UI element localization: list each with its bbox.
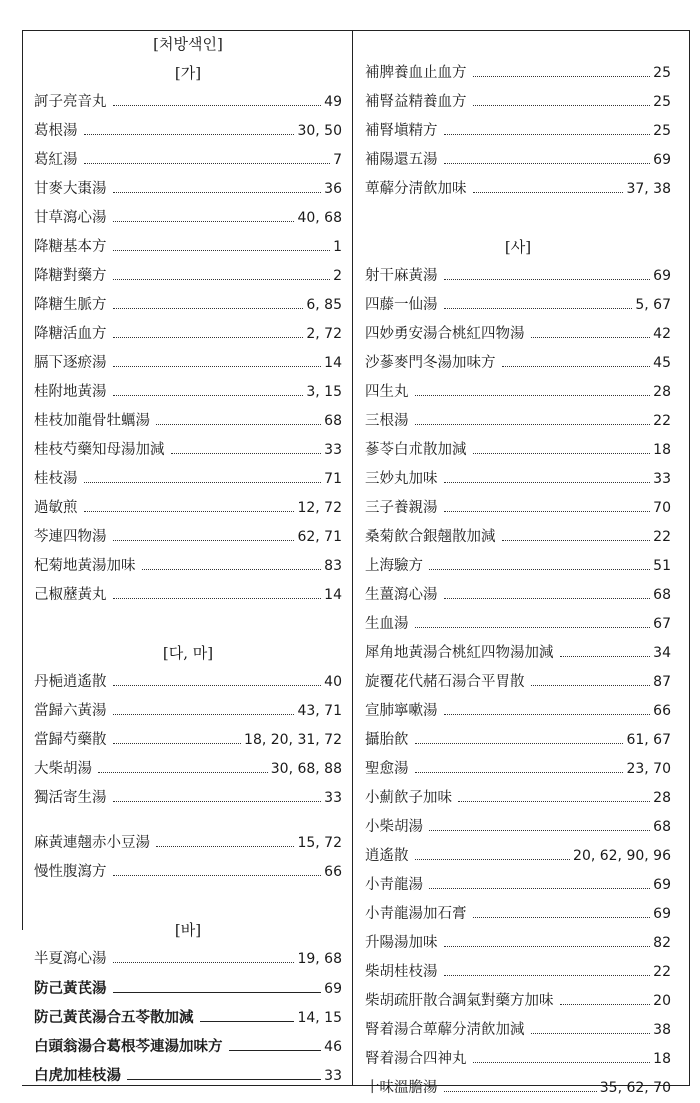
dot-leader (113, 308, 304, 309)
prescription-name: 降糖活血方 (34, 326, 107, 342)
page-numbers: 37, 38 (626, 181, 671, 197)
page-numbers: 68 (653, 819, 671, 835)
dot-leader (473, 192, 624, 193)
prescription-name: 沙蔘麥門冬湯加味方 (365, 355, 496, 371)
page-numbers: 87 (653, 674, 671, 690)
page-numbers: 69 (324, 981, 342, 997)
dot-leader (113, 366, 322, 367)
index-entry (365, 581, 671, 610)
column-divider (352, 30, 353, 1085)
prescription-name: 葛根湯 (34, 123, 78, 139)
dot-leader (113, 192, 322, 193)
index-entry (365, 146, 671, 175)
index-entry (365, 320, 671, 349)
index-entry (34, 88, 342, 117)
dot-leader (229, 1050, 322, 1051)
index-entry (34, 974, 342, 1003)
prescription-name: 腎着湯合萆薢分淸飮加減 (365, 1022, 525, 1038)
prescription-name: 逍遙散 (365, 848, 409, 864)
dot-leader (113, 337, 304, 338)
page-numbers: 36 (324, 181, 342, 197)
page-numbers: 68 (324, 413, 342, 429)
page-numbers: 70 (653, 500, 671, 516)
dot-leader (531, 685, 651, 686)
dot-leader (113, 221, 295, 222)
dot-leader (84, 134, 295, 135)
prescription-name: 杞菊地黃湯加味 (34, 558, 136, 574)
prescription-name: 四妙勇安湯合桃紅四物湯 (365, 326, 525, 342)
frame-right-rule (689, 30, 690, 1085)
prescription-name: 柴胡疏肝散合調氣對藥方加味 (365, 993, 554, 1009)
index-entry (365, 291, 671, 320)
dot-leader (142, 569, 322, 570)
page-numbers: 42 (653, 326, 671, 342)
prescription-name: 過敏煎 (34, 500, 78, 516)
prescription-name: 補腎塡精方 (365, 123, 438, 139)
prescription-name: 獨活寄生湯 (34, 790, 107, 806)
index-entry (34, 829, 342, 858)
list-gap (34, 813, 342, 829)
page-numbers: 66 (653, 703, 671, 719)
frame-left-rule (22, 30, 23, 930)
dot-leader (200, 1021, 295, 1022)
page-numbers: 33 (324, 790, 342, 806)
index-entry (34, 945, 342, 974)
index-entry (34, 146, 342, 175)
prescription-name: 三妙丸加味 (365, 471, 438, 487)
index-entry (365, 117, 671, 146)
page-numbers: 34 (653, 645, 671, 661)
prescription-name: 桂枝加龍骨牡蠣湯 (34, 413, 150, 429)
index-entry (365, 349, 671, 378)
dot-leader (502, 366, 651, 367)
prescription-name: 萆薢分淸飮加味 (365, 181, 467, 197)
index-entry (34, 320, 342, 349)
index-entry (34, 175, 342, 204)
index-entry (34, 1003, 342, 1032)
index-entry (34, 697, 342, 726)
dot-leader (113, 992, 322, 993)
dot-leader (127, 1079, 321, 1080)
dot-leader (473, 105, 651, 106)
dot-leader (531, 337, 651, 338)
dot-leader (473, 76, 651, 77)
prescription-name: 當歸芍藥散 (34, 732, 107, 748)
dot-leader (444, 1091, 597, 1092)
page-numbers: 22 (653, 964, 671, 980)
index-entry (365, 784, 671, 813)
page-numbers: 25 (653, 123, 671, 139)
prescription-name: 半夏瀉心湯 (34, 951, 107, 967)
page-numbers: 18 (653, 1051, 671, 1067)
index-entry (365, 813, 671, 842)
page-numbers: 71 (324, 471, 342, 487)
index-entry (34, 204, 342, 233)
prescription-name: 聖愈湯 (365, 761, 409, 777)
page-numbers: 43, 71 (297, 703, 342, 719)
prescription-name: 降糖基本方 (34, 239, 107, 255)
index-entry (365, 378, 671, 407)
prescription-name: 白虎加桂枝湯 (34, 1067, 121, 1084)
prescription-name: 四生丸 (365, 384, 409, 400)
list-ga (34, 88, 342, 610)
prescription-name: 射干麻黃湯 (365, 268, 438, 284)
dot-leader (113, 685, 322, 686)
page-numbers: 2, 72 (306, 326, 342, 342)
prescription-name: 甘麥大棗湯 (34, 181, 107, 197)
page-numbers: 25 (653, 94, 671, 110)
dot-leader (113, 279, 331, 280)
list-sa (365, 262, 671, 1103)
prescription-name: 升陽湯加味 (365, 935, 438, 951)
prescription-name: 三子養親湯 (365, 500, 438, 516)
page-numbers: 14 (324, 587, 342, 603)
dot-leader (113, 395, 304, 396)
dot-leader (429, 830, 650, 831)
dot-leader (560, 1004, 651, 1005)
left-column (34, 30, 342, 1090)
prescription-name: 甘草瀉心湯 (34, 210, 107, 226)
prescription-name: 桂枝湯 (34, 471, 78, 487)
index-entry (365, 726, 671, 755)
prescription-name: 芩連四物湯 (34, 529, 107, 545)
prescription-name: 旋覆花代赭石湯合平胃散 (365, 674, 525, 690)
dot-leader (444, 279, 651, 280)
dot-leader (84, 163, 331, 164)
page-numbers: 67 (653, 616, 671, 632)
index-entry (34, 858, 342, 887)
prescription-name: 四藤一仙湯 (365, 297, 438, 313)
prescription-name: 降糖對藥方 (34, 268, 107, 284)
section-gap (365, 204, 671, 233)
page-numbers: 25 (653, 65, 671, 81)
page-numbers: 18 (653, 442, 671, 458)
page-numbers: 22 (653, 413, 671, 429)
prescription-name: 己椒藶黃丸 (34, 587, 107, 603)
dot-leader (444, 975, 651, 976)
page-numbers: 49 (324, 94, 342, 110)
page-numbers: 5, 67 (635, 297, 671, 313)
page-numbers: 15, 72 (297, 835, 342, 851)
page-numbers: 30, 50 (297, 123, 342, 139)
section-gap (34, 887, 342, 916)
prescription-name: 宣肺寧嗽湯 (365, 703, 438, 719)
index-entry (365, 552, 671, 581)
index-entry (34, 436, 342, 465)
prescription-name: 生薑瀉心湯 (365, 587, 438, 603)
index-entry (34, 523, 342, 552)
dot-leader (531, 1033, 651, 1034)
page-numbers: 2 (333, 268, 342, 284)
page-numbers: 68 (653, 587, 671, 603)
dot-leader (502, 540, 651, 541)
page-numbers: 28 (653, 790, 671, 806)
page-numbers: 69 (653, 268, 671, 284)
section-header-ba: [바] (174, 921, 202, 939)
index-entry (34, 233, 342, 262)
index-entry (365, 755, 671, 784)
page-numbers: 22 (653, 529, 671, 545)
index-entry (365, 436, 671, 465)
page-numbers: 19, 68 (297, 951, 342, 967)
prescription-name: 生血湯 (365, 616, 409, 632)
dot-leader (113, 875, 322, 876)
index-entry (365, 1045, 671, 1074)
dot-leader (444, 134, 651, 135)
prescription-name: 蔘苓白朮散加減 (365, 442, 467, 458)
index-entry (34, 291, 342, 320)
index-entry (34, 465, 342, 494)
index-entry (365, 987, 671, 1016)
dot-leader (429, 888, 650, 889)
index-entry (34, 378, 342, 407)
dot-leader (98, 772, 268, 773)
index-entry (365, 871, 671, 900)
page-numbers: 69 (653, 906, 671, 922)
index-entry (34, 407, 342, 436)
page-numbers: 40 (324, 674, 342, 690)
page-numbers: 20 (653, 993, 671, 1009)
dot-leader (473, 917, 651, 918)
page-numbers: 12, 72 (297, 500, 342, 516)
page-numbers: 33 (324, 442, 342, 458)
index-entry (365, 494, 671, 523)
page-numbers: 46 (324, 1039, 342, 1055)
index-entry (365, 668, 671, 697)
index-entry (365, 523, 671, 552)
dot-leader (458, 801, 650, 802)
dot-leader (415, 627, 651, 628)
dot-leader (84, 482, 322, 483)
prescription-name: 訶子亮音丸 (34, 94, 107, 110)
section-header-da-ma: [다, 마] (162, 644, 214, 662)
index-entry (365, 59, 671, 88)
index-entry (34, 726, 342, 755)
dot-leader (444, 598, 651, 599)
dot-leader (171, 453, 322, 454)
index-entry (365, 1016, 671, 1045)
dot-leader (113, 743, 242, 744)
dot-leader (560, 656, 651, 657)
prescription-name: 慢性腹瀉方 (34, 864, 107, 880)
prescription-name: 十味溫膽湯 (365, 1080, 438, 1096)
index-entry (365, 697, 671, 726)
index-entry (365, 262, 671, 291)
prescription-name: 柴胡桂枝湯 (365, 964, 438, 980)
dot-leader (429, 569, 650, 570)
index-entry (365, 958, 671, 987)
prescription-name: 補腎益精養血方 (365, 94, 467, 110)
prescription-name: 小柴胡湯 (365, 819, 423, 835)
prescription-name: 三根湯 (365, 413, 409, 429)
prescription-name: 葛紅湯 (34, 152, 78, 168)
index-entry (365, 407, 671, 436)
page-numbers: 1 (333, 239, 342, 255)
page-numbers: 3, 15 (306, 384, 342, 400)
prescription-name: 丹梔逍遙散 (34, 674, 107, 690)
index-entry (34, 755, 342, 784)
page-numbers: 18, 20, 31, 72 (244, 732, 342, 748)
page-numbers: 33 (653, 471, 671, 487)
index-entry (34, 552, 342, 581)
dot-leader (473, 453, 651, 454)
dot-leader (444, 946, 651, 947)
list-ba (34, 945, 342, 1090)
prescription-name: 當歸六黃湯 (34, 703, 107, 719)
list-da-ma (34, 668, 342, 813)
index-entry (34, 581, 342, 610)
index-entry (365, 842, 671, 871)
dot-leader (444, 482, 651, 483)
dot-leader (415, 395, 651, 396)
page-numbers: 33 (324, 1068, 342, 1084)
prescription-name: 大柴胡湯 (34, 761, 92, 777)
page-numbers: 20, 62, 90, 96 (573, 848, 671, 864)
index-entry (365, 929, 671, 958)
dot-leader (444, 308, 633, 309)
page-numbers: 40, 68 (297, 210, 342, 226)
prescription-name: 桂附地黃湯 (34, 384, 107, 400)
page-numbers: 38 (653, 1022, 671, 1038)
page-numbers: 82 (653, 935, 671, 951)
section-header-ga: [가] (174, 64, 202, 82)
prescription-name: 腎着湯合四神丸 (365, 1051, 467, 1067)
index-entry (365, 639, 671, 668)
dot-leader (444, 714, 651, 715)
dot-leader (415, 772, 624, 773)
dot-leader (113, 962, 295, 963)
index-entry (34, 1032, 342, 1061)
index-entry (365, 465, 671, 494)
prescription-name: 桂枝芍藥知母湯加減 (34, 442, 165, 458)
prescription-name: 小靑龍湯加石膏 (365, 906, 467, 922)
page-numbers: 45 (653, 355, 671, 371)
dot-leader (113, 801, 322, 802)
index-title: [처방색인] (153, 35, 223, 53)
dot-leader (113, 598, 322, 599)
prescription-name: 防己黃芪湯合五苓散加減 (34, 1009, 194, 1026)
index-entry (365, 900, 671, 929)
dot-leader (113, 540, 295, 541)
prescription-name: 犀角地黃湯合桃紅四物湯加減 (365, 645, 554, 661)
right-column (365, 30, 671, 1103)
page-numbers: 14, 15 (297, 1010, 342, 1026)
dot-leader (415, 424, 651, 425)
page-numbers: 69 (653, 152, 671, 168)
dot-leader (415, 743, 624, 744)
dot-leader (113, 714, 295, 715)
index-entry (365, 88, 671, 117)
page-numbers: 6, 85 (306, 297, 342, 313)
index-entry (365, 1074, 671, 1103)
page-numbers: 35, 62, 70 (599, 1080, 671, 1096)
page-numbers: 66 (324, 864, 342, 880)
dot-leader (84, 511, 295, 512)
prescription-name: 麻黃連翹赤小豆湯 (34, 835, 150, 851)
dot-leader (444, 163, 651, 164)
prescription-name: 桑菊飮合銀翹散加減 (365, 529, 496, 545)
page-numbers: 7 (333, 152, 342, 168)
prescription-name: 防己黃芪湯 (34, 980, 107, 997)
dot-leader (473, 1062, 651, 1063)
section-gap (34, 610, 342, 639)
page-numbers: 61, 67 (626, 732, 671, 748)
dot-leader (113, 105, 322, 106)
index-entry (34, 668, 342, 697)
index-entry (365, 610, 671, 639)
dot-leader (444, 511, 651, 512)
index-entry (34, 784, 342, 813)
section-header-sa: [사] (504, 238, 532, 256)
page-numbers: 62, 71 (297, 529, 342, 545)
prescription-name: 膈下逐瘀湯 (34, 355, 107, 371)
page-numbers: 51 (653, 558, 671, 574)
list-ba-continued (365, 59, 671, 204)
page-numbers: 30, 68, 88 (270, 761, 342, 777)
dot-leader (156, 424, 321, 425)
page-numbers: 69 (653, 877, 671, 893)
prescription-name: 小靑龍湯 (365, 877, 423, 893)
list-da-ma-2 (34, 829, 342, 887)
index-entry (34, 349, 342, 378)
dot-leader (113, 250, 331, 251)
column-top-spacer (365, 30, 671, 59)
index-entry (365, 175, 671, 204)
prescription-name: 白頭翁湯合葛根芩連湯加味方 (34, 1038, 223, 1055)
index-entry (34, 262, 342, 291)
page-numbers: 14 (324, 355, 342, 371)
page-numbers: 83 (324, 558, 342, 574)
page-numbers: 23, 70 (626, 761, 671, 777)
prescription-name: 小薊飮子加味 (365, 790, 452, 806)
dot-leader (156, 846, 294, 847)
prescription-name: 攝胎飮 (365, 732, 409, 748)
prescription-name: 補脾養血止血方 (365, 65, 467, 81)
index-entry (34, 117, 342, 146)
index-entry (34, 1061, 342, 1090)
dot-leader (415, 859, 571, 860)
prescription-name: 降糖生脈方 (34, 297, 107, 313)
index-entry (34, 494, 342, 523)
page-numbers: 28 (653, 384, 671, 400)
prescription-name: 補陽還五湯 (365, 152, 438, 168)
prescription-name: 上海驗方 (365, 558, 423, 574)
